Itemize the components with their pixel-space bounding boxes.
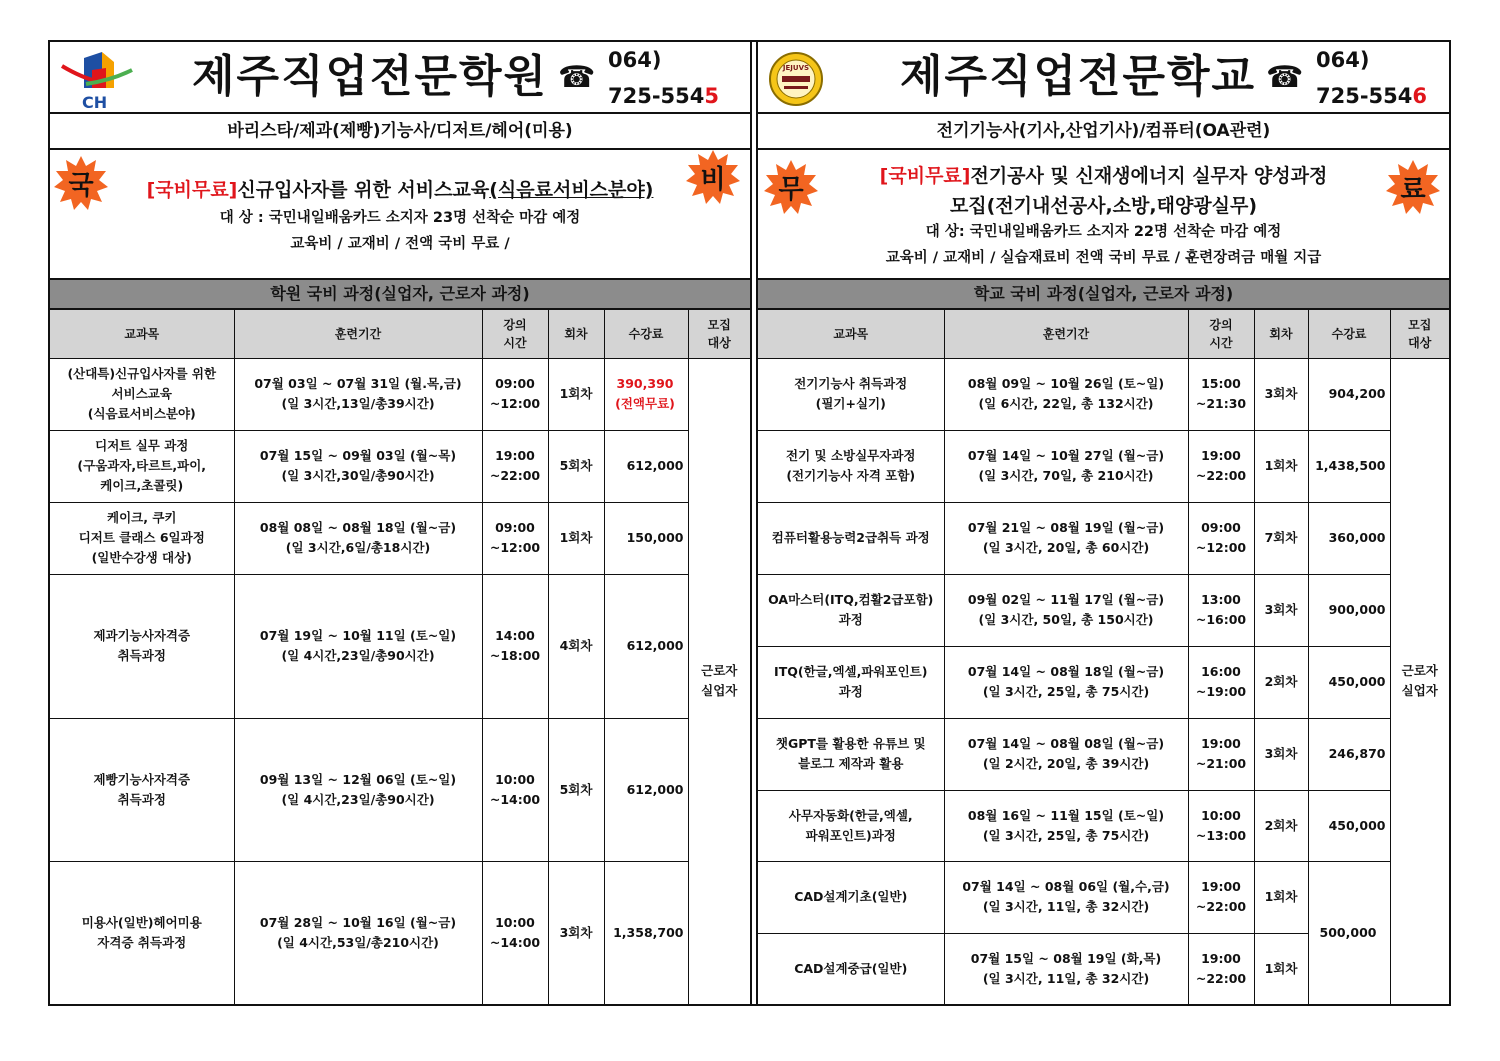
table-row — [758, 574, 1449, 646]
course-fee: 1,438,500 — [1308, 430, 1390, 502]
school-panel — [758, 42, 1449, 1004]
course-fee: 500,000 — [1308, 861, 1390, 1004]
course-period: 07월 14일 ~ 10월 27일 (월~금) (일 3시간, 70일, 총 210시간) — [944, 430, 1188, 502]
table-row — [758, 861, 1449, 933]
course-fee: 450,000 — [1308, 646, 1390, 718]
header-round: 회차 — [548, 310, 604, 358]
course-time: 19:00 ~22:00 — [1188, 861, 1254, 933]
course-fee: 612,000 — [604, 430, 688, 502]
table-row — [50, 430, 750, 502]
course-round: 1회차 — [1254, 430, 1308, 502]
panel-divider — [750, 42, 758, 1004]
header-target: 모집 대상 — [688, 310, 750, 358]
header-course: 교과목 — [50, 310, 234, 358]
course-period: 07월 03일 ~ 07월 31일 (월.목,금) (일 3시간,13일/총39시간) — [234, 358, 482, 430]
academy-subjects: 바리스타/제과(제빵)기능사/디저트/헤어(미용) — [50, 114, 750, 150]
burst-badge-right: 료 — [1386, 160, 1440, 214]
school-emblem-icon — [764, 48, 844, 110]
academy-phone-area: 064) — [608, 48, 662, 72]
course-round: 7회차 — [1254, 502, 1308, 574]
academy-promo-target: 대 상 : 국민내일배움카드 소지자 23명 선착순 마감 예정 — [219, 210, 581, 226]
header-round: 회차 — [1254, 310, 1308, 358]
course-round: 2회차 — [1254, 646, 1308, 718]
course-period: 08월 08일 ~ 08월 18일 (월~금) (일 3시간,6일/총18시간) — [234, 502, 482, 574]
school-phone-number: 725-5546 — [1316, 84, 1428, 108]
table-header-row — [758, 310, 1449, 358]
table-row — [758, 502, 1449, 574]
header-period: 훈련기간 — [944, 310, 1188, 358]
course-name: OA마스터(ITQ,컴활2급포함) 과정 — [758, 574, 944, 646]
academy-header — [50, 42, 750, 114]
course-fee: 450,000 — [1308, 790, 1390, 861]
course-round: 3회차 — [1254, 358, 1308, 430]
table-row — [50, 358, 750, 430]
course-period: 08월 09일 ~ 10월 26일 (토~일) (일 6시간, 22일, 총 132시간) — [944, 358, 1188, 430]
course-period: 07월 21일 ~ 08월 19일 (월~금) (일 3시간, 20일, 총 60시간) — [944, 502, 1188, 574]
school-subjects: 전기기능사(기사,산업기사)/컴퓨터(OA관련) — [758, 114, 1449, 150]
table-row — [50, 502, 750, 574]
burst-badge-left: 국 — [54, 156, 108, 210]
course-round: 3회차 — [1254, 718, 1308, 790]
school-promo-title-2: 모집(전기내선공사,소방,태양광실무) — [949, 195, 1258, 217]
course-round: 1회차 — [548, 358, 604, 430]
course-time: 09:00 ~12:00 — [482, 358, 548, 430]
course-name: 제과기능사자격증 취득과정 — [50, 574, 234, 718]
course-name: 챗GPT를 활용한 유튜브 및 블로그 제작과 활용 — [758, 718, 944, 790]
course-time: 19:00 ~21:00 — [1188, 718, 1254, 790]
course-time: 10:00 ~13:00 — [1188, 790, 1254, 861]
course-name: 케이크, 쿠키 디저트 클래스 6일과정 (일반수강생 대상) — [50, 502, 234, 574]
school-promo — [758, 150, 1449, 280]
course-name: 컴퓨터활용능력2급취득 과정 — [758, 502, 944, 574]
academy-promo-title: [국비무료]신규입사자를 위한 서비스교육(식음료서비스분야) — [146, 179, 654, 201]
course-name: 전기기능사 취득과정 (필기+실기) — [758, 358, 944, 430]
course-name: 제빵기능사자격증 취득과정 — [50, 718, 234, 861]
course-period: 07월 28일 ~ 10월 16일 (월~금) (일 4시간,53일/총210시간) — [234, 861, 482, 1004]
header-time: 강의 시간 — [1188, 310, 1254, 358]
table-row — [50, 574, 750, 718]
table-row — [50, 718, 750, 861]
svg-text:CH: CH — [82, 93, 108, 110]
course-round: 5회차 — [548, 430, 604, 502]
course-period: 07월 15일 ~ 09월 03일 (월~목) (일 3시간,30일/총90시간) — [234, 430, 482, 502]
course-fee: 246,870 — [1308, 718, 1390, 790]
academy-phone-number: 725-5545 — [608, 84, 720, 108]
course-name: 사무자동화(한글,엑셀, 파워포인트)과정 — [758, 790, 944, 861]
course-fee: 900,000 — [1308, 574, 1390, 646]
burst-badge-right: 비 — [686, 150, 740, 204]
course-period: 09월 13일 ~ 12월 06일 (토~일) (일 4시간,23일/총90시간) — [234, 718, 482, 861]
table-header-row — [50, 310, 750, 358]
course-time: 16:00 ~19:00 — [1188, 646, 1254, 718]
course-fee: 360,000 — [1308, 502, 1390, 574]
table-row — [758, 358, 1449, 430]
school-promo-title: [국비무료]전기공사 및 신재생에너지 실무자 양성과정 — [879, 165, 1328, 187]
course-period: 07월 15일 ~ 08월 19일 (화,목) (일 3시간, 11일, 총 32시간) — [944, 933, 1188, 1004]
course-time: 09:00 ~12:00 — [1188, 502, 1254, 574]
header-period: 훈련기간 — [234, 310, 482, 358]
school-name: 제주직업전문학교 — [899, 51, 1257, 102]
course-time: 19:00 ~22:00 — [1188, 430, 1254, 502]
school-promo-cost: 교육비 / 교재비 / 실습재료비 전액 국비 무료 / 훈련장려금 매월 지급 — [885, 250, 1322, 266]
table-row — [758, 430, 1449, 502]
course-fee: 904,200 — [1308, 358, 1390, 430]
course-period: 07월 14일 ~ 08월 08일 (월~금) (일 2시간, 20일, 총 39시간) — [944, 718, 1188, 790]
course-time: 09:00 ~12:00 — [482, 502, 548, 574]
course-round: 4회차 — [548, 574, 604, 718]
course-period: 07월 14일 ~ 08월 18일 (월~금) (일 3시간, 25일, 총 75시간) — [944, 646, 1188, 718]
flyer-sheet — [48, 40, 1451, 1006]
course-name: (산대특)신규입사자를 위한 서비스교육 (식음료서비스분야) — [50, 358, 234, 430]
school-section-title: 학교 국비 과정(실업자, 근로자 과정) — [758, 280, 1449, 310]
course-round: 2회차 — [1254, 790, 1308, 861]
course-time: 15:00 ~21:30 — [1188, 358, 1254, 430]
academy-promo-cost: 교육비 / 교재비 / 전액 국비 무료 / — [290, 236, 510, 252]
course-fee: 612,000 — [604, 574, 688, 718]
table-row — [758, 718, 1449, 790]
course-name: CAD설계기초(일반) — [758, 861, 944, 933]
course-period: 08월 16일 ~ 11월 15일 (토~일) (일 3시간, 25일, 총 75시간) — [944, 790, 1188, 861]
course-name: ITQ(한글,엑셀,파워포인트) 과정 — [758, 646, 944, 718]
header-time: 강의 시간 — [482, 310, 548, 358]
course-fee: 150,000 — [604, 502, 688, 574]
course-round: 1회차 — [548, 502, 604, 574]
course-round: 1회차 — [1254, 861, 1308, 933]
school-header — [758, 42, 1449, 114]
course-period: 07월 14일 ~ 08월 06일 (월,수,금) (일 3시간, 11일, 총 32시간) — [944, 861, 1188, 933]
academy-name: 제주직업전문학원 — [191, 51, 549, 102]
school-promo-target: 대 상: 국민내일배움카드 소지자 22명 선착순 마감 예정 — [925, 224, 1282, 240]
course-time: 10:00 ~14:00 — [482, 718, 548, 861]
course-target: 근로자 실업자 — [1390, 358, 1449, 1004]
academy-section-title: 학원 국비 과정(실업자, 근로자 과정) — [50, 280, 750, 310]
academy-promo — [50, 150, 750, 280]
academy-panel — [50, 42, 750, 1004]
course-time: 10:00 ~14:00 — [482, 861, 548, 1004]
header-target: 모집 대상 — [1390, 310, 1449, 358]
phone-icon: ☎ — [558, 60, 596, 95]
header-fee: 수강료 — [1308, 310, 1390, 358]
table-row — [758, 790, 1449, 861]
school-course-table — [758, 310, 1449, 1005]
course-time: 19:00 ~22:00 — [482, 430, 548, 502]
burst-badge-left: 무 — [764, 160, 818, 214]
course-fee: 612,000 — [604, 718, 688, 861]
course-round: 3회차 — [1254, 574, 1308, 646]
svg-text:JEJUVS: JEJUVS — [782, 64, 810, 72]
course-target: 근로자 실업자 — [688, 358, 750, 1004]
table-row — [758, 646, 1449, 718]
course-time: 14:00 ~18:00 — [482, 574, 548, 718]
course-fee: 390,390 (전액무료) — [604, 358, 688, 430]
phone-icon: ☎ — [1266, 60, 1304, 95]
academy-course-table — [50, 310, 750, 1005]
course-name: 전기 및 소방실무자과정 (전기기능사 자격 포함) — [758, 430, 944, 502]
course-name: 디저트 실무 과정 (구움과자,타르트,파이, 케이크,초콜릿) — [50, 430, 234, 502]
course-round: 5회차 — [548, 718, 604, 861]
school-phone-area: 064) — [1316, 48, 1370, 72]
course-fee: 1,358,700 — [604, 861, 688, 1004]
course-round: 3회차 — [548, 861, 604, 1004]
course-period: 09월 02일 ~ 11월 17일 (월~금) (일 3시간, 50일, 총 150시간) — [944, 574, 1188, 646]
course-name: CAD설계중급(일반) — [758, 933, 944, 1004]
course-period: 07월 19일 ~ 10월 11일 (토~일) (일 4시간,23일/총90시간) — [234, 574, 482, 718]
course-time: 13:00 ~16:00 — [1188, 574, 1254, 646]
header-fee: 수강료 — [604, 310, 688, 358]
course-name: 미용사(일반)헤어미용 자격증 취득과정 — [50, 861, 234, 1004]
course-time: 19:00 ~22:00 — [1188, 933, 1254, 1004]
course-round: 1회차 — [1254, 933, 1308, 1004]
table-row — [50, 861, 750, 1004]
header-course: 교과목 — [758, 310, 944, 358]
academy-logo-icon — [56, 48, 136, 110]
